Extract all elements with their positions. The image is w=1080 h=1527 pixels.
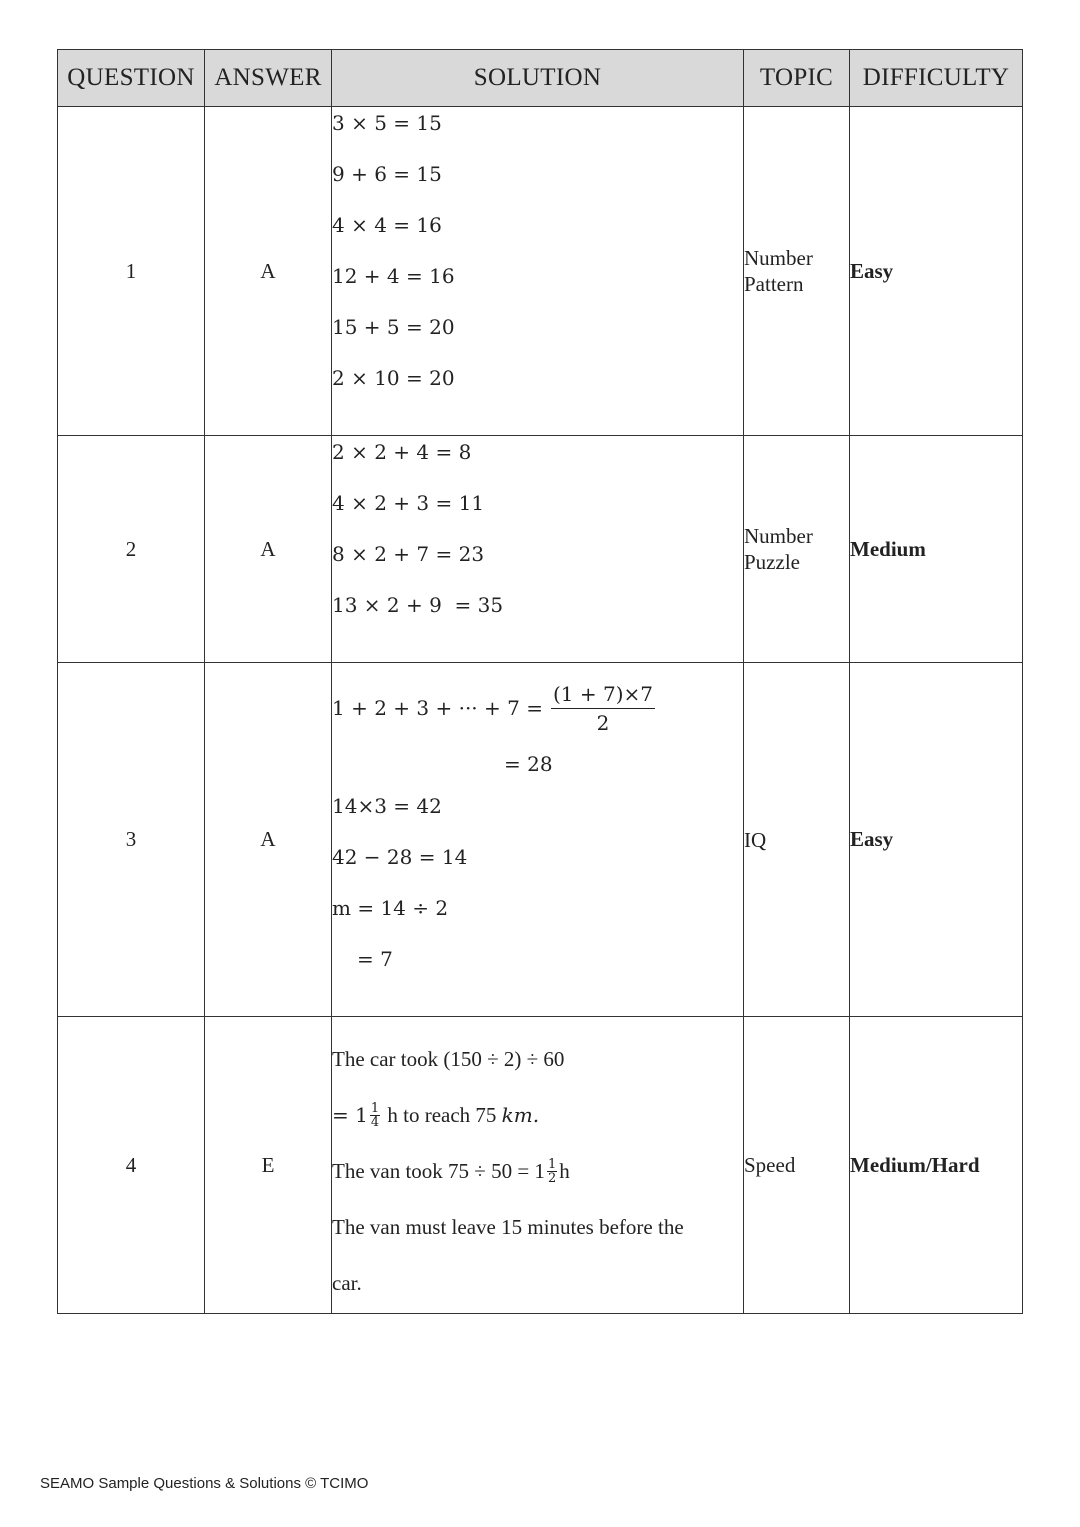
solution-text: The van took 75 ÷ 50 = 1: [332, 1159, 545, 1183]
header-solution: SOLUTION: [332, 50, 744, 107]
sum-lhs: 1 + 2 + 3 + ··· + 7 =: [332, 696, 543, 720]
fraction-numerator: (1 + 7)×7: [551, 682, 655, 709]
solution-line: 12 + 4 = 16: [332, 264, 455, 288]
answer-cell: A: [205, 663, 332, 1017]
answer-cell: A: [205, 436, 332, 663]
difficulty-cell: Medium/Hard: [850, 1017, 1023, 1314]
solution-line: 4 × 4 = 16: [332, 213, 442, 237]
solution-line: 8 × 2 + 7 = 23: [332, 542, 485, 566]
fraction: [370, 1102, 380, 1129]
topic-cell: Number Pattern: [744, 107, 850, 436]
solution-line: 4 × 2 + 3 = 11: [332, 491, 485, 515]
solution-line: 2 × 2 + 4 = 8: [332, 440, 472, 464]
question-number: 3: [58, 663, 205, 1017]
difficulty-cell: Medium: [850, 436, 1023, 663]
solution-cell: [332, 436, 744, 663]
solution-line: [332, 1143, 743, 1199]
topic-cell: IQ: [744, 663, 850, 1017]
solution-line: 2 × 10 = 20: [332, 366, 455, 390]
mixed-number-whole: = 1: [332, 1103, 368, 1127]
unit-text: km.: [501, 1103, 540, 1127]
fraction: [547, 1158, 557, 1185]
answer-cell: E: [205, 1017, 332, 1314]
solution-line: 15 + 5 = 20: [332, 315, 455, 339]
sum-formula: [332, 677, 743, 739]
fraction-numerator: 1: [370, 1100, 380, 1116]
solution-line: The car took (150 ÷ 2) ÷ 60: [332, 1047, 565, 1071]
topic-cell: Number Puzzle: [744, 436, 850, 663]
solution-line: 3 × 5 = 15: [332, 111, 442, 135]
solution-line: The van must leave 15 minutes before the: [332, 1215, 684, 1239]
question-number: 4: [58, 1017, 205, 1314]
question-number: 2: [58, 436, 205, 663]
solution-line: 14×3 = 42: [332, 794, 442, 818]
solution-final: = 7: [357, 947, 393, 971]
header-difficulty: DIFFICULTY: [850, 50, 1023, 107]
fraction-denominator: 2: [547, 1170, 557, 1186]
header-row: [58, 50, 1023, 107]
answer-cell: A: [205, 107, 332, 436]
solution-line: car.: [332, 1271, 362, 1295]
table-row: [58, 663, 1023, 1017]
solution-text: h to reach 75: [382, 1103, 502, 1127]
header-answer: ANSWER: [205, 50, 332, 107]
table-row: [58, 107, 1023, 436]
page-footer: SEAMO Sample Questions & Solutions © TCIMO: [40, 1475, 369, 1492]
solutions-table: [57, 49, 1023, 1314]
solution-line: 42 − 28 = 14: [332, 845, 468, 869]
fraction-numerator: 1: [547, 1156, 557, 1172]
sum-result: = 28: [504, 752, 553, 776]
header-question: QUESTION: [58, 50, 205, 107]
question-number: 1: [58, 107, 205, 436]
fraction-denominator: 4: [370, 1114, 380, 1130]
solution-line: m = 14 ÷ 2: [332, 896, 449, 920]
sum-fraction: [551, 682, 655, 735]
solution-line: [332, 1087, 743, 1143]
solution-cell: [332, 663, 744, 1017]
solution-text: h: [559, 1159, 570, 1183]
header-topic: TOPIC: [744, 50, 850, 107]
table-row: [58, 1017, 1023, 1314]
fraction-denominator: 2: [596, 710, 610, 735]
solution-cell: [332, 107, 744, 436]
solution-cell: [332, 1017, 744, 1314]
table-row: [58, 436, 1023, 663]
topic-cell: Speed: [744, 1017, 850, 1314]
difficulty-cell: Easy: [850, 663, 1023, 1017]
solution-line: 13 × 2 + 9 = 35: [332, 593, 504, 617]
difficulty-cell: Easy: [850, 107, 1023, 436]
solution-line: 9 + 6 = 15: [332, 162, 442, 186]
